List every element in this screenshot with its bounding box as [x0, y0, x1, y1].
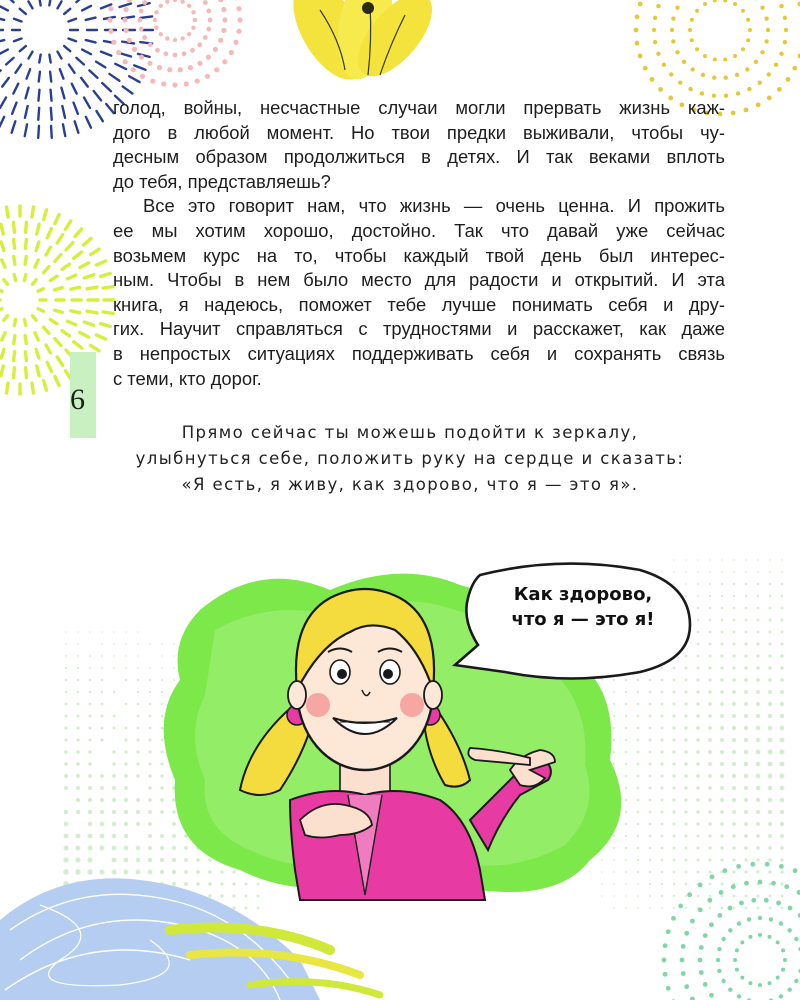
text-line: с теми, кто дорог. [113, 367, 262, 389]
text-line: гих. Научит справляться с трудностями и расскажет, как даже [113, 318, 725, 340]
text-line: Все это говорит нам, что жизнь — очень ценна. И прожить [143, 195, 725, 217]
quote-line: улыбнуться себе, положить руку на сердце и сказать: [135, 449, 685, 468]
text-line: ным. Чтобы в нем было место для радости и открытий. И эта [113, 269, 725, 291]
text-line: ее мы хотим хорошо, достойно. Так что давай уже сейчас [113, 219, 725, 241]
text-line: десным образом продолжиться в детях. И так веками вплоть [113, 146, 725, 168]
text-line: дого в любой момент. Но твои предки выживали, чтобы чу- [113, 121, 725, 143]
bubble-line: что я — это я! [511, 609, 655, 630]
speech-bubble-text [493, 582, 673, 632]
quote-line: Прямо сейчас ты можешь подойти к зеркалу, [181, 423, 639, 442]
text-line: возьмем курс на то, чтобы каждый твой день был интерес- [113, 244, 725, 266]
quote-line: «Я есть, я живу, как здорово, что я — это я». [181, 475, 639, 494]
text-line: голод, войны, несчастные случаи могли прервать жизнь каж- [113, 97, 725, 118]
text-line: в непростых ситуациях поддерживать себя и сохранять связь [113, 342, 725, 364]
page-number: 6 [70, 383, 85, 416]
text-line: до тебя, представляешь? [113, 170, 331, 192]
bubble-line: Как здорово, [513, 584, 653, 605]
text-line: книга, я надеюсь, поможет тебе лучше понимать себя и дру- [113, 293, 725, 315]
